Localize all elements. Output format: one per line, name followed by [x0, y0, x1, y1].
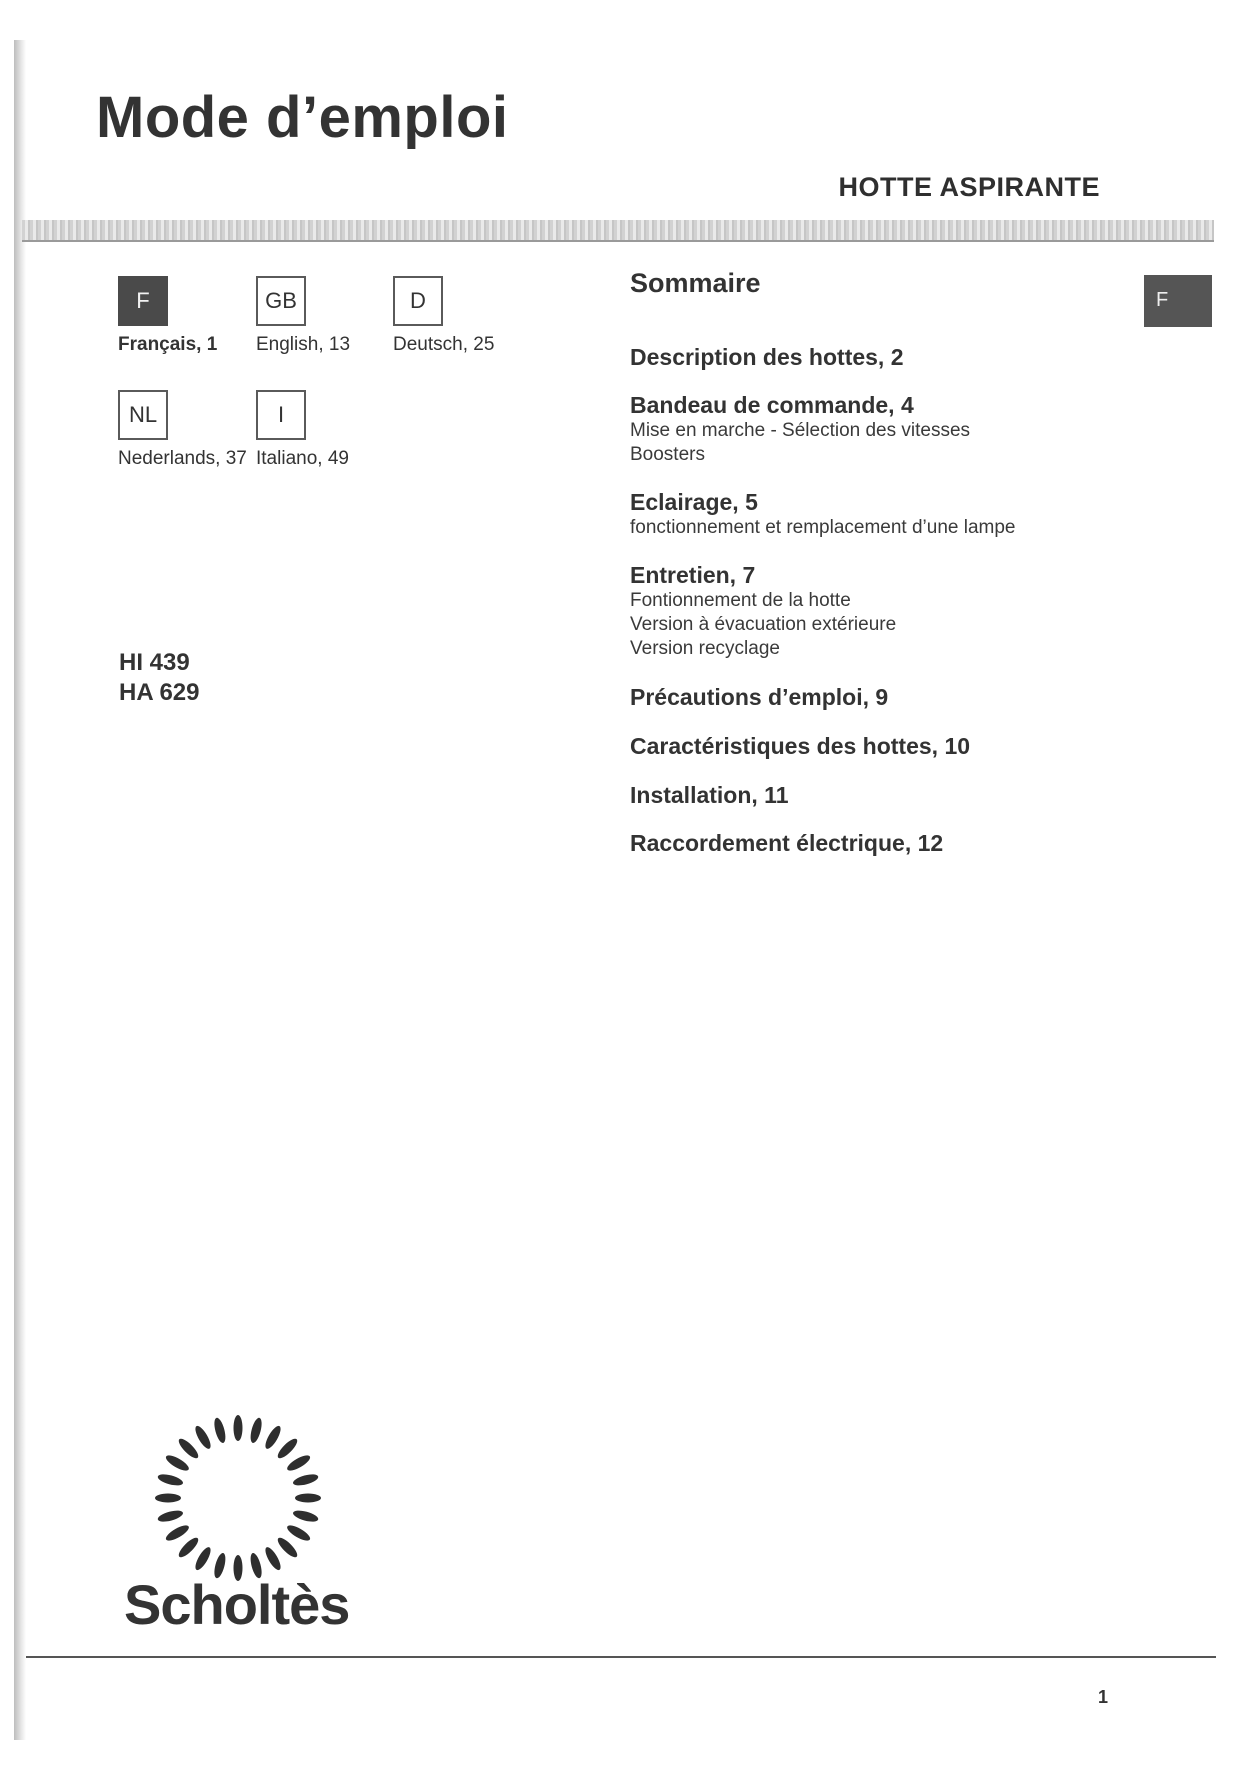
language-label: English, 13: [256, 334, 351, 355]
toc-subitem: Mise en marche - Sélection des vitesses: [630, 420, 971, 441]
model-number: HA 629: [119, 679, 200, 706]
toc-heading: Bandeau de commande, 4: [630, 392, 914, 418]
header-band: [22, 220, 1214, 242]
product-type: HOTTE ASPIRANTE: [838, 172, 1100, 202]
language-label: Deutsch, 25: [393, 334, 495, 355]
language-code-box: D: [393, 276, 443, 326]
logo-ray: [193, 1545, 214, 1572]
logo-ray: [248, 1417, 263, 1444]
page-title: Mode d’emploi: [96, 85, 509, 150]
logo-ray: [285, 1523, 312, 1544]
logo-ray: [234, 1415, 243, 1441]
toc-heading: Raccordement électrique, 12: [630, 830, 944, 856]
language-label: Français, 1: [118, 334, 218, 355]
toc-subitem: Boosters: [630, 444, 705, 465]
toc-heading: Caractéristiques des hottes, 10: [630, 733, 971, 759]
logo-ray: [295, 1494, 321, 1503]
logo-ray: [164, 1453, 191, 1474]
toc-item[interactable]: [630, 684, 888, 711]
toc-subitem: Fontionnement de la hotte: [630, 590, 851, 611]
toc-subitem: fonctionnement et remplacement d’une lampe: [630, 517, 1016, 538]
toc-heading: Description des hottes, 2: [630, 344, 904, 370]
toc-item[interactable]: [630, 344, 904, 371]
language-code-box: I: [256, 390, 306, 440]
language-dutch[interactable]: [118, 390, 248, 470]
toc-heading: Eclairage, 5: [630, 489, 758, 515]
toc-item[interactable]: [630, 489, 1016, 540]
logo-ray: [157, 1472, 184, 1487]
language-label: Italiano, 49: [256, 448, 349, 469]
toc-subitem: Version à évacuation extérieure: [630, 614, 897, 635]
toc-item[interactable]: [630, 830, 943, 857]
language-english[interactable]: [256, 276, 386, 356]
logo-ray: [176, 1436, 201, 1461]
scan-edge: [14, 40, 26, 1740]
toc-item[interactable]: [630, 782, 789, 809]
language-german[interactable]: [393, 276, 523, 356]
logo-ray: [155, 1494, 181, 1503]
logo-ray: [176, 1535, 201, 1560]
logo-ray: [212, 1417, 227, 1444]
footer-rule: [26, 1656, 1216, 1658]
toc-heading: Précautions d’emploi, 9: [630, 684, 889, 710]
language-code-box: NL: [118, 390, 168, 440]
brand-logo: Scholtès: [124, 1573, 350, 1636]
page-number: 1: [1098, 1687, 1109, 1707]
model-list: [119, 648, 199, 708]
logo-ray: [292, 1472, 319, 1487]
language-italian[interactable]: [256, 390, 386, 470]
logo-ray: [263, 1424, 284, 1451]
logo-ray: [157, 1508, 184, 1523]
logo-ray: [275, 1535, 300, 1560]
model-number: HI 439: [119, 649, 190, 676]
language-code-box: GB: [256, 276, 306, 326]
toc-item[interactable]: [630, 733, 970, 760]
language-code-box: F: [118, 276, 168, 326]
logo-ray: [285, 1453, 312, 1474]
toc-heading: Installation, 11: [630, 782, 789, 808]
logo-ray: [193, 1424, 214, 1451]
language-tab: F: [1144, 275, 1212, 327]
logo-ray: [275, 1436, 300, 1461]
toc-item[interactable]: [630, 562, 896, 661]
language-label: Nederlands, 37: [118, 448, 247, 469]
toc-title: Sommaire: [630, 268, 761, 298]
toc-heading: Entretien, 7: [630, 562, 756, 588]
toc-item[interactable]: [630, 392, 970, 467]
toc-subitem: Version recyclage: [630, 638, 780, 659]
logo-ray: [263, 1545, 284, 1572]
logo-ray: [292, 1508, 319, 1523]
logo-ray: [164, 1523, 191, 1544]
language-french[interactable]: [118, 276, 248, 356]
